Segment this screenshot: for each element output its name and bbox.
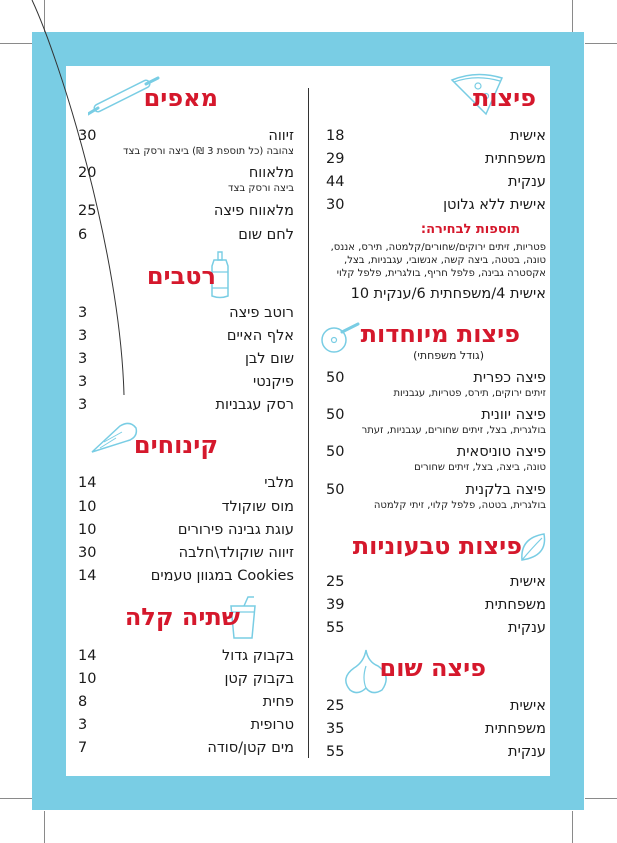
item-name: עוגת גבינה פירורים — [177, 522, 294, 538]
toppings-title: תוספות לבחירה: — [420, 222, 520, 237]
menu-item-row — [326, 573, 546, 591]
item-name: אישית — [510, 128, 546, 144]
desserts-title: קינוחים — [133, 431, 218, 459]
toppings-price: אישית 4/משפחתית 6/ענקית 10 — [350, 286, 546, 302]
menu-item-row — [326, 406, 546, 424]
item-description: ביצה ורסק בצד — [228, 183, 294, 194]
menu-item-row — [326, 173, 546, 191]
item-price: 55 — [326, 620, 345, 636]
menu-item-row — [326, 697, 546, 715]
item-name: מלאווח — [248, 165, 294, 181]
item-name: אלף האיים — [226, 328, 294, 344]
item-price: 14 — [78, 568, 97, 584]
item-description: בולגרית, בטטה, פלפל קלוי, זיתי קלמטה — [373, 500, 546, 511]
item-price: 39 — [326, 597, 345, 613]
item-price: 8 — [78, 694, 88, 710]
menu-item-row — [78, 647, 294, 665]
toppings-price-row — [326, 285, 546, 303]
item-name: לחם שום — [238, 227, 294, 243]
item-description: בולגרית, בצל, זיתים שחורים, עגבניות, זעתר — [361, 425, 546, 436]
menu-item-row — [326, 443, 546, 461]
item-name: שום לבן — [244, 351, 294, 367]
menu-item-row — [326, 481, 546, 499]
item-price: 35 — [326, 721, 345, 737]
item-price: 10 — [78, 499, 97, 515]
menu-item-row — [78, 693, 294, 711]
menu-item-row — [326, 619, 546, 637]
item-price: 14 — [78, 475, 97, 491]
item-price: 25 — [326, 574, 345, 590]
item-price: 6 — [78, 227, 88, 243]
item-name: טרופית — [250, 717, 294, 733]
item-description: טונה, ביצה, בצל, זיתים שחורים — [414, 462, 546, 473]
item-price: 25 — [326, 698, 345, 714]
item-price: 10 — [78, 671, 97, 687]
menu-item-row — [78, 670, 294, 688]
basil-leaf-icon — [518, 530, 550, 564]
toppings-line: פטריות, זיתים ירוקים/שחורים/קלמטה, תירס, אננס, — [330, 242, 546, 253]
pizzas-title: פיצות — [472, 84, 536, 112]
menu-item-row — [78, 498, 294, 516]
item-price: 29 — [326, 151, 345, 167]
toppings-line: טונה, בטטה, ביצה קשה, אנשובי, עגבניות, בצל, — [344, 255, 546, 266]
menu-item-row — [78, 350, 294, 368]
item-name: מלאווח פיצה — [213, 203, 294, 219]
item-description: צהובה (כל תוספת 3 ₪) ביצה ורסק בצד — [123, 146, 294, 157]
menu-item-row — [78, 304, 294, 322]
item-price: 3 — [78, 397, 88, 413]
item-name: ענקית — [508, 174, 546, 190]
drinks-title: שתיה קלה — [124, 603, 240, 631]
item-name: פיצה בלקנית — [465, 482, 546, 498]
menu-item-row — [326, 150, 546, 168]
item-name: אישית ללא גלוטן — [443, 197, 546, 213]
item-price: 25 — [78, 203, 97, 219]
menu-item-row — [326, 369, 546, 387]
item-name: פיצה טוניסאית — [456, 444, 546, 460]
item-price: 14 — [78, 648, 97, 664]
menu-item-row — [326, 743, 546, 761]
item-name: משפחתית — [485, 721, 546, 737]
vegan-pizzas-title: פיצות טבעוניות — [352, 532, 522, 560]
item-price: 50 — [326, 407, 345, 423]
special-pizzas-title: פיצות מיוחדות — [360, 320, 520, 348]
item-name: בקבוק גדול — [222, 648, 294, 664]
item-name: מים קטן/סודה — [207, 740, 294, 756]
menu-item-row — [78, 202, 294, 220]
item-price: 50 — [326, 370, 345, 386]
menu-item-row — [78, 164, 294, 182]
item-name: מלבי — [264, 475, 294, 491]
toppings-line: אקסטרה גבינה, פלפל חריף, בולגרית, פלפל קלוי — [336, 268, 546, 279]
item-name: פיצה כפרית — [473, 370, 546, 386]
pastries-title: מאפים — [143, 84, 218, 112]
item-name: אישית — [510, 698, 546, 714]
item-name: זיווה — [268, 128, 294, 144]
item-price: 3 — [78, 305, 88, 321]
item-name: ענקית — [508, 620, 546, 636]
item-price: 3 — [78, 717, 88, 733]
menu-item-row — [78, 373, 294, 391]
item-price: 3 — [78, 328, 88, 344]
item-price: 3 — [78, 351, 88, 367]
item-name: בקבוק קטן — [224, 671, 294, 687]
menu-item-row — [78, 739, 294, 757]
menu-item-row — [326, 127, 546, 145]
garlic-pizza-title: פיצה שום — [379, 654, 486, 682]
item-price: 50 — [326, 482, 345, 498]
item-name: רוטב פיצה — [229, 305, 294, 321]
item-price: 20 — [78, 165, 97, 181]
item-name: ענקית — [508, 744, 546, 760]
item-price: 50 — [326, 444, 345, 460]
item-name: זיווה שוקולד\חלבה — [178, 545, 294, 561]
menu-item-row — [78, 226, 294, 244]
item-price: 30 — [78, 128, 97, 144]
menu-item-row — [78, 327, 294, 345]
menu-item-row — [78, 521, 294, 539]
pizza-cutter-icon — [320, 322, 360, 356]
item-name: רסק עגבניות — [215, 397, 294, 413]
menu-item-row — [326, 596, 546, 614]
menu-item-row — [78, 716, 294, 734]
menu-item-row — [78, 544, 294, 562]
item-price: 18 — [326, 128, 345, 144]
piping-bag-icon — [90, 418, 140, 458]
item-name: אישית — [510, 574, 546, 590]
item-price: 3 — [78, 374, 88, 390]
special-pizzas-subtitle: (גודל משפחתי) — [413, 349, 484, 362]
item-name: פיקנטי — [252, 374, 294, 390]
item-name: פיצה יוונית — [481, 407, 546, 423]
item-description: זיתים ירוקים, תירס, פטריות, עגבניות — [393, 388, 546, 399]
item-name: Cookies במגוון טעמים — [150, 568, 294, 584]
item-name: מוס שוקולד — [221, 499, 294, 515]
item-name: פחית — [262, 694, 294, 710]
item-price: 30 — [78, 545, 97, 561]
item-name: משפחתית — [485, 597, 546, 613]
item-price: 30 — [326, 197, 345, 213]
column-divider — [308, 88, 309, 758]
item-price: 44 — [326, 174, 345, 190]
item-price: 7 — [78, 740, 88, 756]
item-price: 55 — [326, 744, 345, 760]
menu-item-row — [78, 567, 294, 585]
menu-item-row — [78, 127, 294, 145]
menu-item-row — [78, 474, 294, 492]
item-price: 10 — [78, 522, 97, 538]
sauces-title: רטבים — [146, 262, 216, 290]
menu-item-row — [78, 396, 294, 414]
menu-item-row — [326, 720, 546, 738]
item-name: משפחתית — [485, 151, 546, 167]
menu-item-row — [326, 196, 546, 214]
